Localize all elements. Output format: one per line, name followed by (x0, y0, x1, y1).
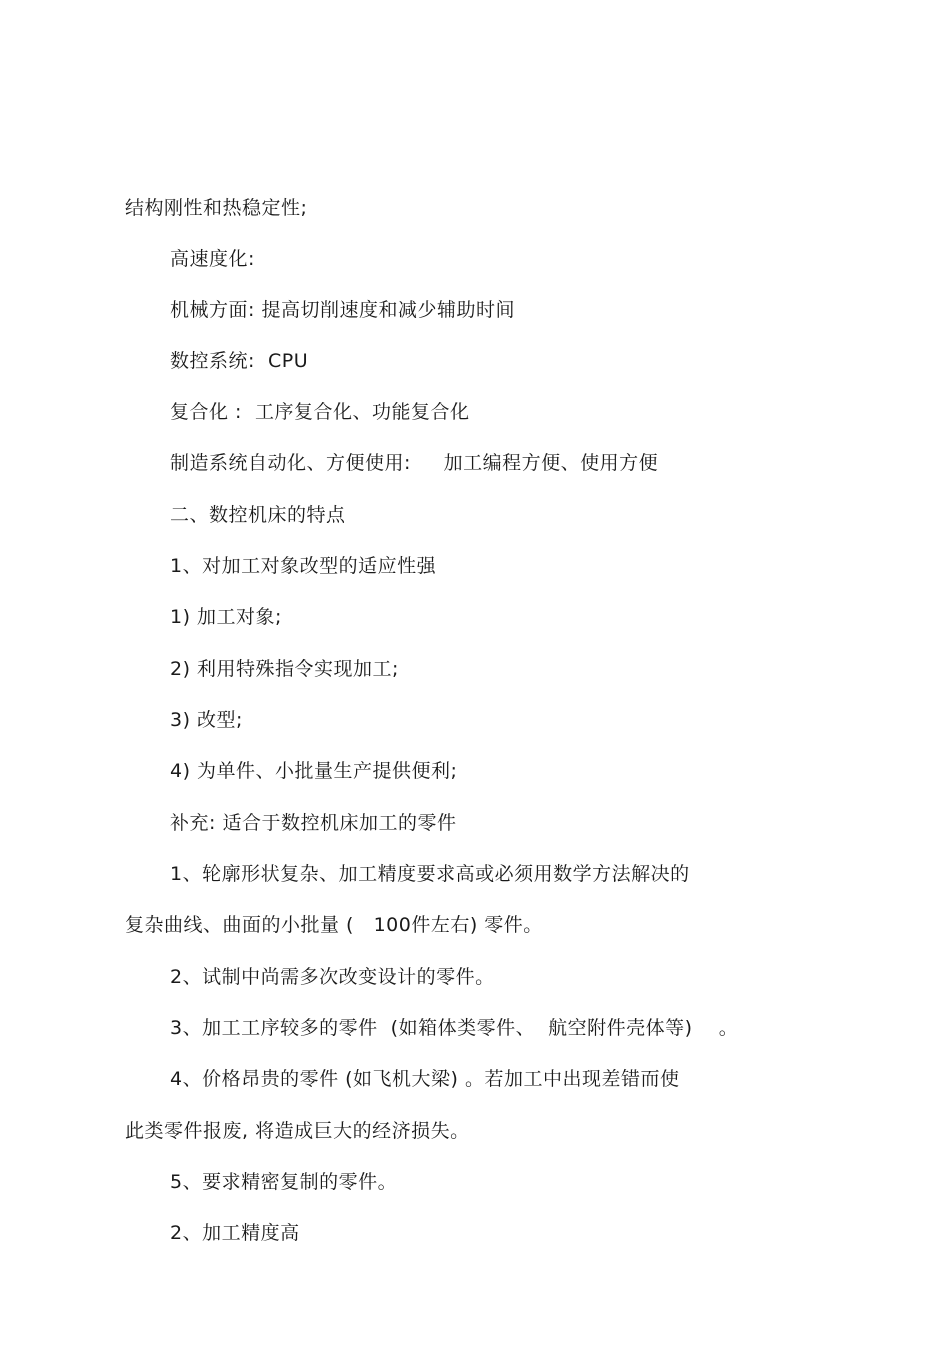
text-line-high-precision: 2、加工精度高 (170, 1222, 300, 1244)
part-item-3: 3、加工工序较多的零件 (如箱体类零件、 航空附件壳体等) 。 (170, 1017, 739, 1039)
text-line-automation: 制造系统自动化、方便使用: 加工编程方便、使用方便 (170, 452, 659, 474)
text-line-cnc-system: 数控系统: CPU (170, 350, 309, 372)
part-item-2: 2、试制中尚需多次改变设计的零件。 (170, 966, 495, 988)
part-item-1-line-1: 1、轮廓形状复杂、加工精度要求高或必须用数学方法解决的 (170, 863, 690, 885)
text-line-adaptability: 1、对加工对象改型的适应性强 (170, 555, 437, 577)
part-item-5: 5、要求精密复制的零件。 (170, 1171, 398, 1193)
list-item-3: 3) 改型; (170, 709, 243, 731)
list-item-2: 2) 利用特殊指令实现加工; (170, 658, 399, 680)
part-item-4-line-2: 此类零件报废, 将造成巨大的经济损失。 (125, 1120, 470, 1142)
list-item-4: 4) 为单件、小批量生产提供便利; (170, 760, 458, 782)
list-item-1: 1) 加工对象; (170, 606, 282, 628)
text-line-compounding: 复合化 : 工序复合化、功能复合化 (170, 401, 470, 423)
section-heading-features: 二、数控机床的特点 (170, 504, 346, 526)
part-item-1-line-2: 复杂曲线、曲面的小批量 ( 100件左右) 零件。 (125, 914, 543, 936)
text-line-mechanical: 机械方面: 提高切削速度和减少辅助时间 (170, 299, 515, 321)
text-line-high-speed: 高速度化: (170, 248, 255, 270)
text-line-structural-rigidity: 结构刚性和热稳定性; (125, 197, 308, 219)
part-item-4-line-1: 4、价格昂贵的零件 (如飞机大梁) 。若加工中出现差错而使 (170, 1068, 680, 1090)
text-line-supplement: 补充: 适合于数控机床加工的零件 (170, 812, 457, 834)
